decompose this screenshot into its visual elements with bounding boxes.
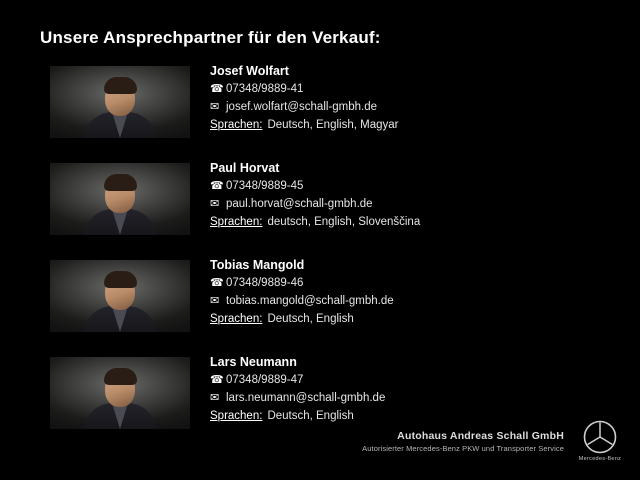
page-title: Unsere Ansprechpartner für den Verkauf:: [40, 28, 381, 47]
avatar: [50, 163, 190, 235]
contact-languages: Deutsch, English: [267, 312, 354, 325]
list-item: [50, 256, 590, 344]
contact-info: [190, 256, 590, 329]
contact-languages: Deutsch, English: [267, 409, 354, 422]
languages-label: Sprachen:: [210, 215, 263, 228]
photo-hair: [104, 77, 137, 94]
phone-icon: ☎: [210, 83, 224, 95]
footer: [362, 420, 622, 462]
contact-name: Paul Horvat: [210, 161, 280, 175]
phone-icon: ☎: [210, 180, 224, 192]
contact-info: [190, 62, 590, 135]
contact-phone-row: [210, 373, 590, 388]
contact-languages: Deutsch, English, Magyar: [267, 118, 399, 131]
photo-hair: [104, 368, 137, 385]
contact-languages: deutsch, English, Slovenščina: [267, 215, 421, 228]
phone-icon: ☎: [210, 374, 224, 386]
contact-list: [50, 62, 590, 450]
contact-email[interactable]: josef.wolfart@schall-gmbh.de: [226, 100, 378, 113]
photo-hair: [104, 174, 137, 191]
mail-icon: ✉: [210, 197, 220, 210]
photo-hair: [104, 271, 137, 288]
contact-info: [190, 353, 590, 426]
company-subtitle: Autorisierter Mercedes-Benz PKW und Transporter Service: [362, 443, 564, 453]
mail-icon: ✉: [210, 100, 220, 113]
logo-wordmark: Mercedes-Benz: [578, 456, 622, 462]
contact-email[interactable]: paul.horvat@schall-gmbh.de: [226, 197, 373, 210]
contact-name: Josef Wolfart: [210, 64, 289, 78]
mercedes-benz-logo: [578, 420, 622, 462]
contact-phone: 07348/9889-46: [226, 277, 304, 289]
mail-icon: ✉: [210, 391, 220, 404]
contact-phone-row: [210, 276, 590, 291]
company-name: Autohaus Andreas Schall GmbH: [397, 429, 564, 442]
phone-icon: ☎: [210, 277, 224, 289]
contact-email-row: [210, 197, 590, 212]
contact-email[interactable]: tobias.mangold@schall-gmbh.de: [226, 294, 394, 307]
contact-email[interactable]: lars.neumann@schall-gmbh.de: [226, 391, 386, 404]
contact-phone: 07348/9889-47: [226, 374, 304, 386]
languages-label: Sprachen:: [210, 312, 263, 325]
list-item: [50, 159, 590, 247]
contact-name: Lars Neumann: [210, 355, 297, 369]
contact-phone-row: [210, 179, 590, 194]
contact-email-row: [210, 294, 590, 309]
languages-label: Sprachen:: [210, 409, 263, 422]
contact-email-row: [210, 391, 590, 406]
contact-name: Tobias Mangold: [210, 258, 305, 272]
contact-languages-row: [210, 118, 590, 132]
contact-phone: 07348/9889-45: [226, 180, 304, 192]
avatar: [50, 66, 190, 138]
footer-text: [362, 430, 578, 453]
avatar: [50, 260, 190, 332]
contact-languages-row: [210, 215, 590, 229]
mail-icon: ✉: [210, 294, 220, 307]
mercedes-star-icon: [583, 420, 617, 454]
contact-phone-row: [210, 82, 590, 97]
list-item: [50, 62, 590, 150]
languages-label: Sprachen:: [210, 118, 263, 131]
contact-languages-row: [210, 312, 590, 326]
avatar: [50, 357, 190, 429]
contact-email-row: [210, 100, 590, 115]
contact-phone: 07348/9889-41: [226, 83, 304, 95]
contact-info: [190, 159, 590, 232]
